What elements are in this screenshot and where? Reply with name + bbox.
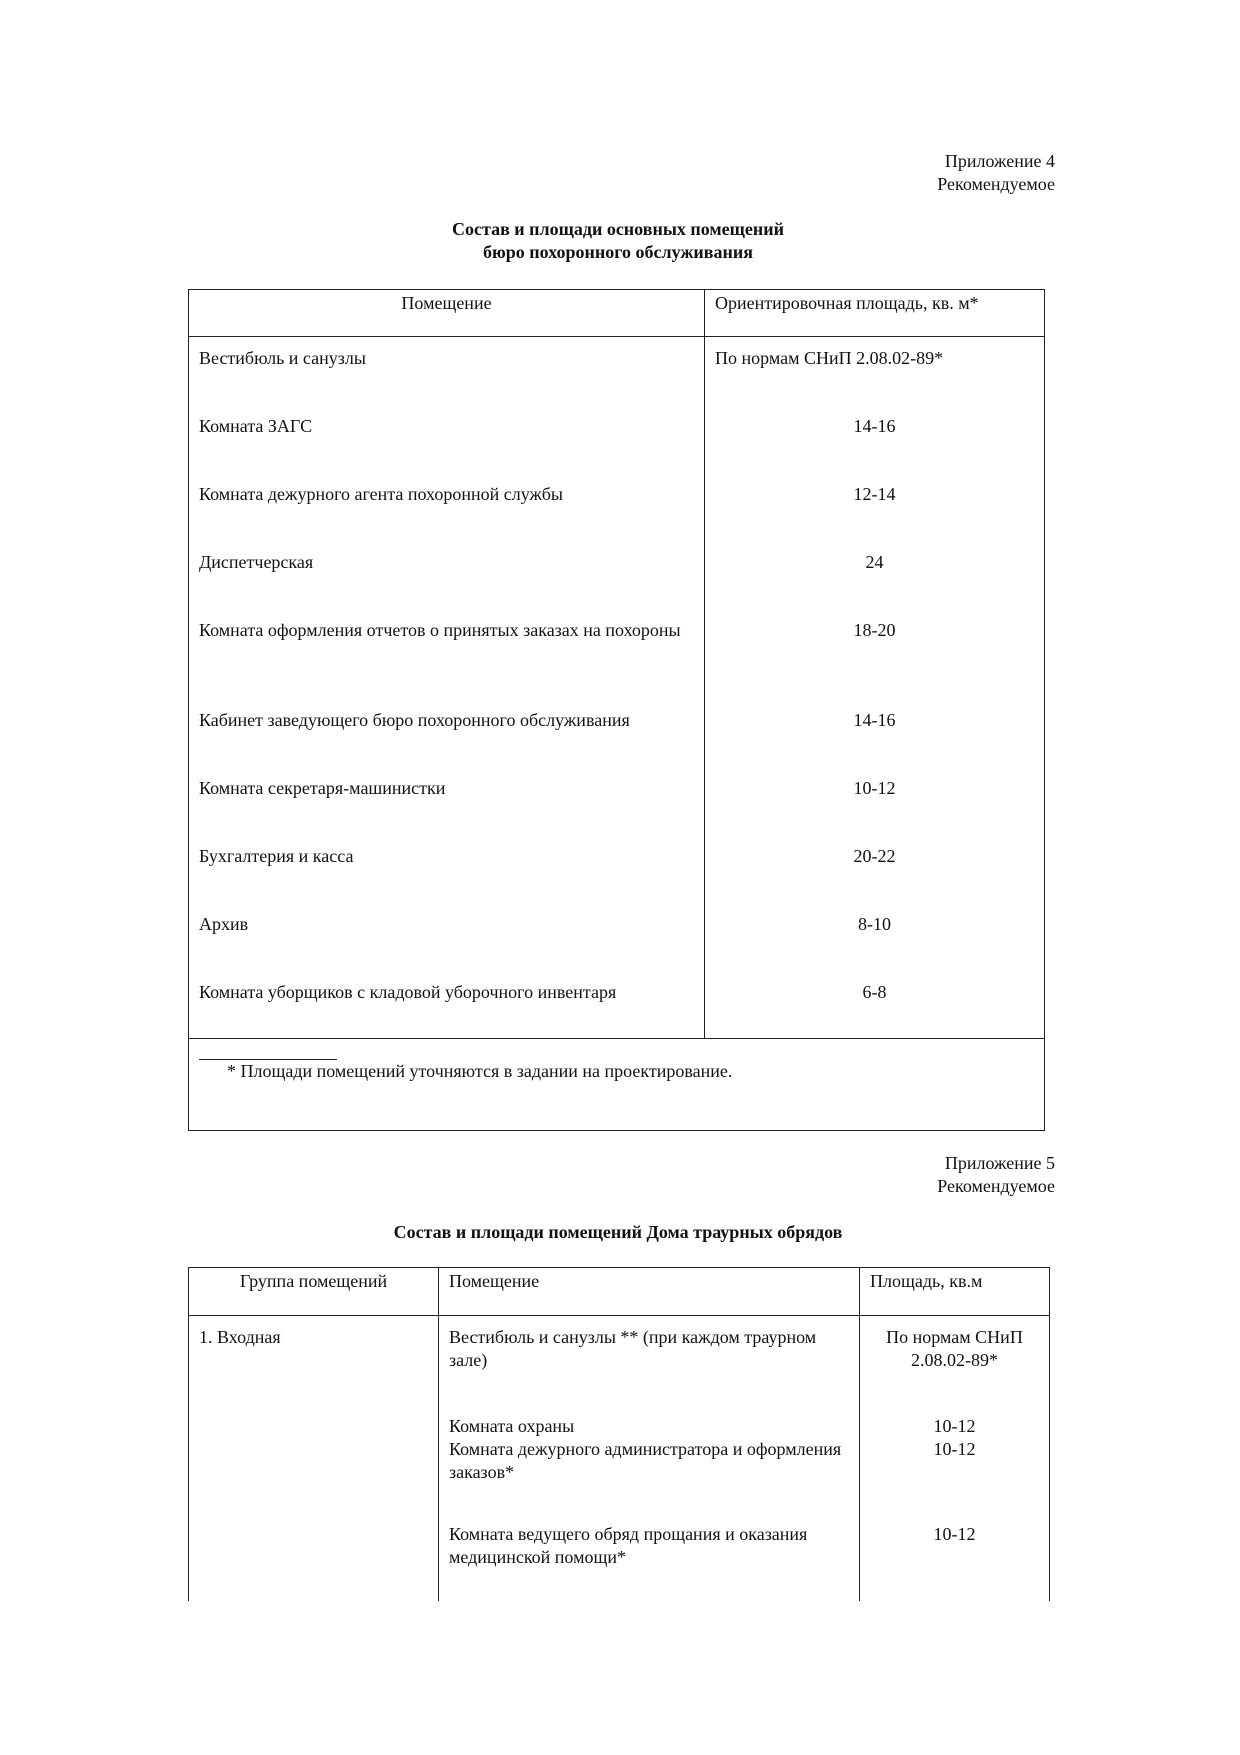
- table-row: [189, 337, 1045, 405]
- table-row: [189, 835, 1045, 903]
- room-cell: Вестибюль и санузлы ** (при каждом траурном зале): [439, 1316, 860, 1407]
- room-cell: Комната дежурного агента похоронной службы: [189, 473, 705, 541]
- area-cell: 6-8: [705, 971, 1045, 1039]
- area-cell: 18-20: [705, 609, 1045, 699]
- area-cell: 24: [705, 541, 1045, 609]
- annex5-header: [937, 1152, 1055, 1198]
- table-row: [189, 971, 1045, 1039]
- area-cell: 14-16: [705, 405, 1045, 473]
- group-cell: 1. Входная: [189, 1316, 439, 1407]
- area-cell: 10-12: [860, 1521, 1050, 1601]
- room-cell: [439, 1407, 860, 1521]
- area-cell: 14-16: [705, 699, 1045, 767]
- header-area: Ориентировочная площадь, кв. м*: [705, 290, 1045, 337]
- annex4-label: Приложение 4: [944, 151, 1055, 171]
- table-row: [189, 609, 1045, 699]
- annex5-label: Приложение 5: [944, 1153, 1055, 1173]
- room-cell: Архив: [189, 903, 705, 971]
- area-cell: 20-22: [705, 835, 1045, 903]
- room-cell: Комната оформления отчетов о принятых заказах на похороны: [189, 609, 705, 699]
- annex4-table: [188, 289, 1045, 1131]
- table-row: [189, 405, 1045, 473]
- table-row: [189, 1407, 1050, 1521]
- table-row: [189, 1521, 1050, 1601]
- table-row: [189, 541, 1045, 609]
- header-area: Площадь, кв.м: [860, 1268, 1050, 1316]
- area-cell: [860, 1407, 1050, 1521]
- header-room: Помещение: [189, 290, 705, 337]
- table-row: [189, 699, 1045, 767]
- footnote-rule: [199, 1059, 337, 1060]
- table-row: [189, 903, 1045, 971]
- room-cell: Комната уборщиков с кладовой уборочного инвентаря: [189, 971, 705, 1039]
- area-cell: 12-14: [705, 473, 1045, 541]
- group-cell: [189, 1521, 439, 1601]
- annex4-title-line1: Состав и площади основных помещений: [452, 219, 784, 239]
- annex4-footnote: [189, 1039, 1045, 1131]
- area-line: 10-12: [933, 1438, 976, 1459]
- room-cell: Комната секретаря-машинистки: [189, 767, 705, 835]
- annex4-title-line2: бюро похоронного обслуживания: [483, 242, 753, 262]
- footnote-text: * Площади помещений уточняются в задании на проектирование.: [227, 1061, 733, 1081]
- area-cell: По нормам СНиП 2.08.02-89*: [860, 1316, 1050, 1407]
- room-cell: Комната ЗАГС: [189, 405, 705, 473]
- area-cell: По нормам СНиП 2.08.02-89*: [705, 337, 1045, 405]
- annex5-status: Рекомендуемое: [937, 1176, 1055, 1196]
- group-cell: [189, 1407, 439, 1521]
- annex4-status: Рекомендуемое: [937, 174, 1055, 194]
- table-row: [189, 767, 1045, 835]
- room-line: Комната дежурного администратора и оформления заказов*: [449, 1438, 842, 1482]
- annex5-title: Состав и площади помещений Дома траурных обрядов: [393, 1222, 843, 1242]
- annex5-table: [188, 1267, 1050, 1601]
- room-cell: Комната ведущего обряд прощания и оказания медицинской помощи*: [439, 1521, 860, 1601]
- table-row: [189, 473, 1045, 541]
- room-cell: Диспетчерская: [189, 541, 705, 609]
- area-line: 10-12: [933, 1415, 976, 1436]
- room-line: Комната охраны: [449, 1415, 575, 1436]
- table-row: [189, 1316, 1050, 1407]
- room-cell: Вестибюль и санузлы: [189, 337, 705, 405]
- annex4-title: [188, 218, 1048, 264]
- annex4-header: [937, 150, 1055, 196]
- room-cell: Бухгалтерия и касса: [189, 835, 705, 903]
- room-cell: Кабинет заведующего бюро похоронного обслуживания: [189, 699, 705, 767]
- area-cell: 10-12: [705, 767, 1045, 835]
- area-cell: 8-10: [705, 903, 1045, 971]
- header-group: Группа помещений: [189, 1268, 439, 1316]
- header-room: Помещение: [439, 1268, 860, 1316]
